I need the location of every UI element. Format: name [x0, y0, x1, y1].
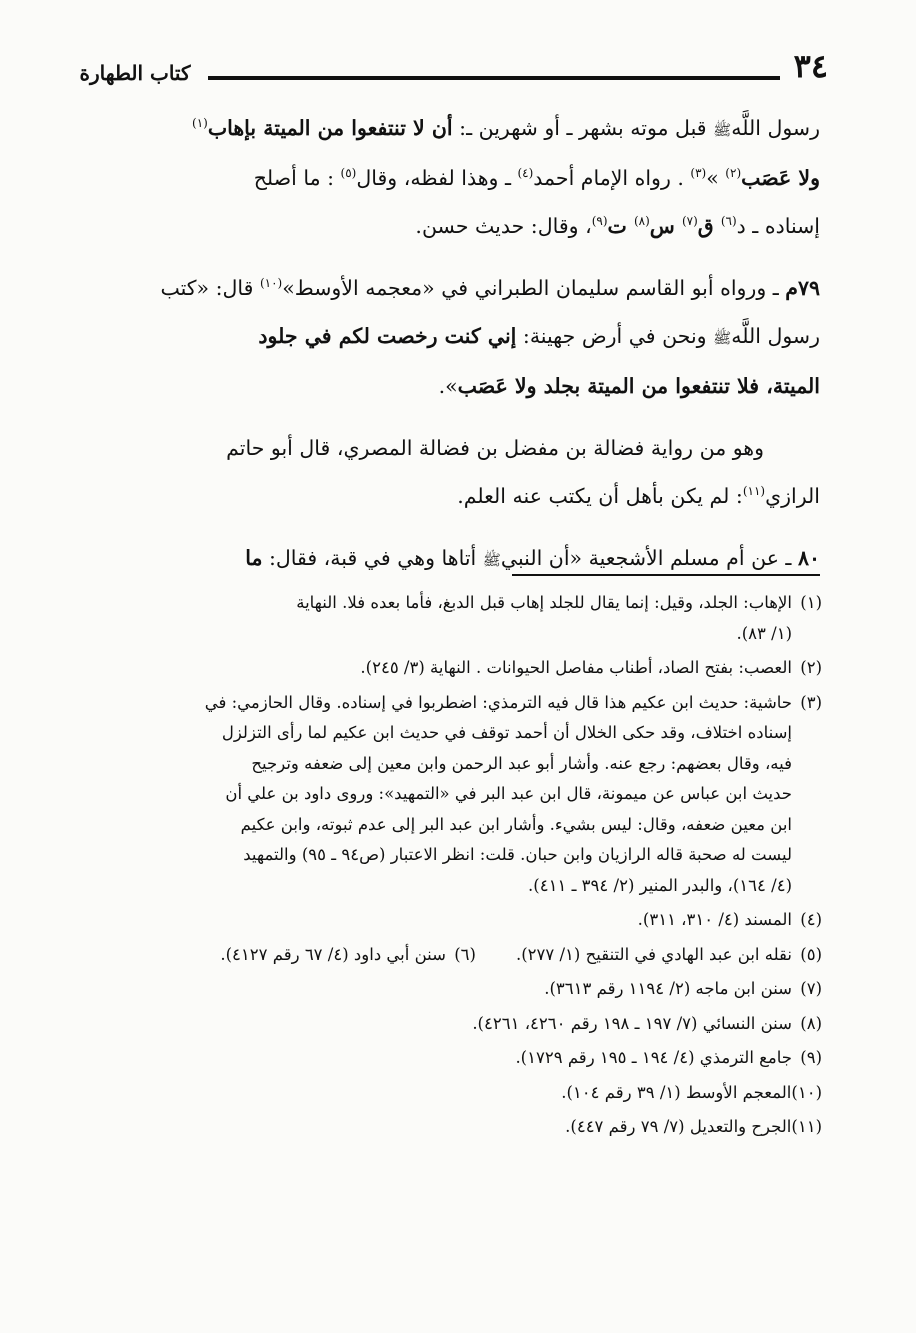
- hadith-text: إني كنت رخصت لكم في جلود: [258, 324, 517, 348]
- text: »: [706, 166, 726, 190]
- text: ».: [438, 374, 458, 398]
- footnote-4: [74, 905, 822, 936]
- footnote-ref: (٩): [591, 214, 608, 229]
- footnote-number: (٢): [800, 658, 822, 677]
- footnote-3: [74, 688, 822, 902]
- footnote-ref: (١١): [742, 484, 766, 499]
- footnote-text: إسناده اختلاف، وقد حكى الخلال أن أحمد توقف في حديث ابن عكيم لما رأى التزلزل: [221, 723, 792, 742]
- footnote-10: [74, 1078, 822, 1109]
- footnote-number: (٩): [800, 1048, 822, 1067]
- main-text: [90, 104, 820, 598]
- footnote-ref: (١): [192, 116, 208, 131]
- footnote-text: نقله ابن عبد الهادي في التنقيح (١/ ٢٧٧).: [515, 944, 792, 964]
- pbuh-glyph: ﷺ: [713, 329, 732, 347]
- hadith-number: ٨٠: [797, 546, 820, 570]
- text: ، وقال: حديث حسن.: [415, 214, 592, 238]
- footnote-text: (١/ ٨٣).: [736, 623, 792, 643]
- text: أتاها وهي في قبة، فقال:: [262, 546, 483, 570]
- footnote-ref: (٢): [725, 166, 742, 181]
- text: قال: «كتب: [160, 276, 260, 300]
- paragraph-4: [90, 534, 820, 584]
- footnote-2: [74, 653, 822, 684]
- footnote-text: المسند (٤/ ٣١٠، ٣١١).: [637, 910, 792, 929]
- footnote-rule: [512, 574, 820, 576]
- footnote-number: (٦): [454, 944, 476, 964]
- footnote-number: (١١): [791, 1117, 822, 1136]
- pbuh-glyph: ﷺ: [482, 551, 501, 569]
- text: رسول اللَّه: [731, 116, 820, 140]
- footnote-5-6-row: [74, 940, 822, 971]
- page-number: ٣٤: [793, 47, 828, 85]
- text: ـ عن أم مسلم الأشجعية «أن النبي: [500, 546, 798, 570]
- paragraph-3: [90, 424, 820, 520]
- footnote-9: [74, 1043, 822, 1074]
- footnote-ref: (١٠): [259, 276, 283, 291]
- symbol: س: [649, 214, 682, 238]
- text: : ما أصلح: [253, 166, 341, 190]
- hadith-number: ٧٩م: [785, 276, 820, 300]
- symbol: ت: [607, 214, 634, 238]
- footnote-number: (١٠): [791, 1082, 822, 1102]
- footnote-11: [74, 1112, 822, 1143]
- text: وهو من رواية فضالة بن مفضل بن فضالة المصري، قال أبو حاتم: [226, 436, 764, 460]
- pbuh-glyph: ﷺ: [713, 121, 732, 139]
- text: . رواه الإمام أحمد: [533, 166, 691, 190]
- footnote-ref: (٤): [517, 166, 534, 181]
- footnote-text: سنن ابن ماجه (٢/ ١١٩٤ رقم ٣٦١٣).: [544, 979, 792, 998]
- text: ـ ورواه أبو القاسم سليمان الطبراني في «معجمه الأوسط»: [282, 276, 786, 300]
- footnote-text: حاشية: حديث ابن عكيم هذا قال فيه الترمذي: اضطربوا في إسناده. وقال الحازمي: في: [204, 692, 792, 712]
- header-rule: [208, 76, 780, 80]
- footnote-text: فيه، وقال بعضهم: رجع عنه. وأشار أبو عبد الرحمن وابن معين إلى ضعفه وترجيح: [251, 753, 792, 773]
- footnote-number: (٨): [800, 1013, 822, 1033]
- footnote-text: حديث ابن عباس عن ميمونة، قال ابن عبد البر في «التمهيد»: وروى داود بن علي أن: [225, 784, 792, 803]
- footnote-ref: (٥): [340, 166, 357, 181]
- footnote-text: (٤/ ١٦٤)، والبدر المنير (٢/ ٣٩٤ ـ ٤١١).: [528, 875, 792, 895]
- footnote-text: المعجم الأوسط (١/ ٣٩ رقم ١٠٤).: [561, 1082, 792, 1102]
- book-title: كتاب الطهارة: [79, 61, 191, 85]
- footnote-7: [74, 974, 822, 1005]
- hadith-text: الميتة، فلا تنتفعوا من الميتة بجلد ولا عَصَب: [457, 374, 820, 398]
- footnote-ref: (٨): [633, 214, 650, 229]
- footnote-ref: (٣): [690, 166, 707, 181]
- text: ـ وهذا لفظه، وقال: [356, 166, 518, 190]
- text: ونحن في أرض جهينة:: [516, 324, 714, 348]
- footnote-text: الجرح والتعديل (٧/ ٧٩ رقم ٤٤٧).: [565, 1117, 792, 1136]
- text: رسول اللَّه: [731, 324, 820, 348]
- paragraph-2: [90, 264, 820, 410]
- footnote-ref: (٦): [720, 214, 737, 229]
- footnote-text: الإهاب: الجلد، وقيل: إنما يقال للجلد إهاب قبل الدبغ، فأما بعده فلا. النهاية: [296, 593, 792, 612]
- footnote-number: (٤): [800, 910, 822, 929]
- footnote-text: ابن معين ضعفه، وقال: ليس بشيء. وأشار ابن عبد البر إلى عدم ثبوته، وابن عكيم: [240, 814, 792, 834]
- paragraph-1: [90, 104, 820, 250]
- footnotes: [74, 588, 822, 1147]
- text: قبل موته بشهر ـ أو شهرين ـ:: [452, 116, 714, 140]
- footnote-6: [220, 940, 476, 971]
- footnote-8: [74, 1009, 822, 1040]
- symbol: ق: [697, 214, 721, 238]
- text: إسناده ـ د: [736, 214, 820, 238]
- hadith-text: أن لا تنتفعوا من الميتة بإهاب: [207, 116, 453, 140]
- text: الرازي: [765, 484, 820, 508]
- footnote-1: [74, 588, 822, 649]
- text: : لم يكن بأهل أن يكتب عنه العلم.: [457, 484, 743, 508]
- footnote-5: [516, 940, 822, 971]
- hadith-text: ولا عَصَب: [741, 166, 820, 190]
- footnote-text: جامع الترمذي (٤/ ١٩٤ ـ ١٩٥ رقم ١٧٢٩).: [515, 1048, 792, 1067]
- footnote-number: (٣): [800, 692, 822, 712]
- footnote-number: (٧): [800, 979, 822, 998]
- footnote-number: (٥): [800, 944, 822, 964]
- footnote-text: ليست له صحبة قاله الرازيان وابن حبان. قلت: انظر الاعتبار (ص٩٤ ـ ٩٥) والتمهيد: [243, 845, 792, 864]
- footnote-text: العصب: بفتح الصاد، أطناب مفاصل الحيوانات . النهاية (٣/ ٢٤٥).: [360, 658, 792, 677]
- footnote-ref: (٧): [681, 214, 698, 229]
- hadith-text: ما: [245, 546, 263, 570]
- footnote-text: سنن أبي داود (٤/ ٦٧ رقم ٤١٢٧).: [220, 944, 446, 964]
- footnote-number: (١): [800, 593, 822, 612]
- footnote-text: سنن النسائي (٧/ ١٩٧ ـ ١٩٨ رقم ٤٢٦٠، ٤٢٦١).: [472, 1013, 792, 1033]
